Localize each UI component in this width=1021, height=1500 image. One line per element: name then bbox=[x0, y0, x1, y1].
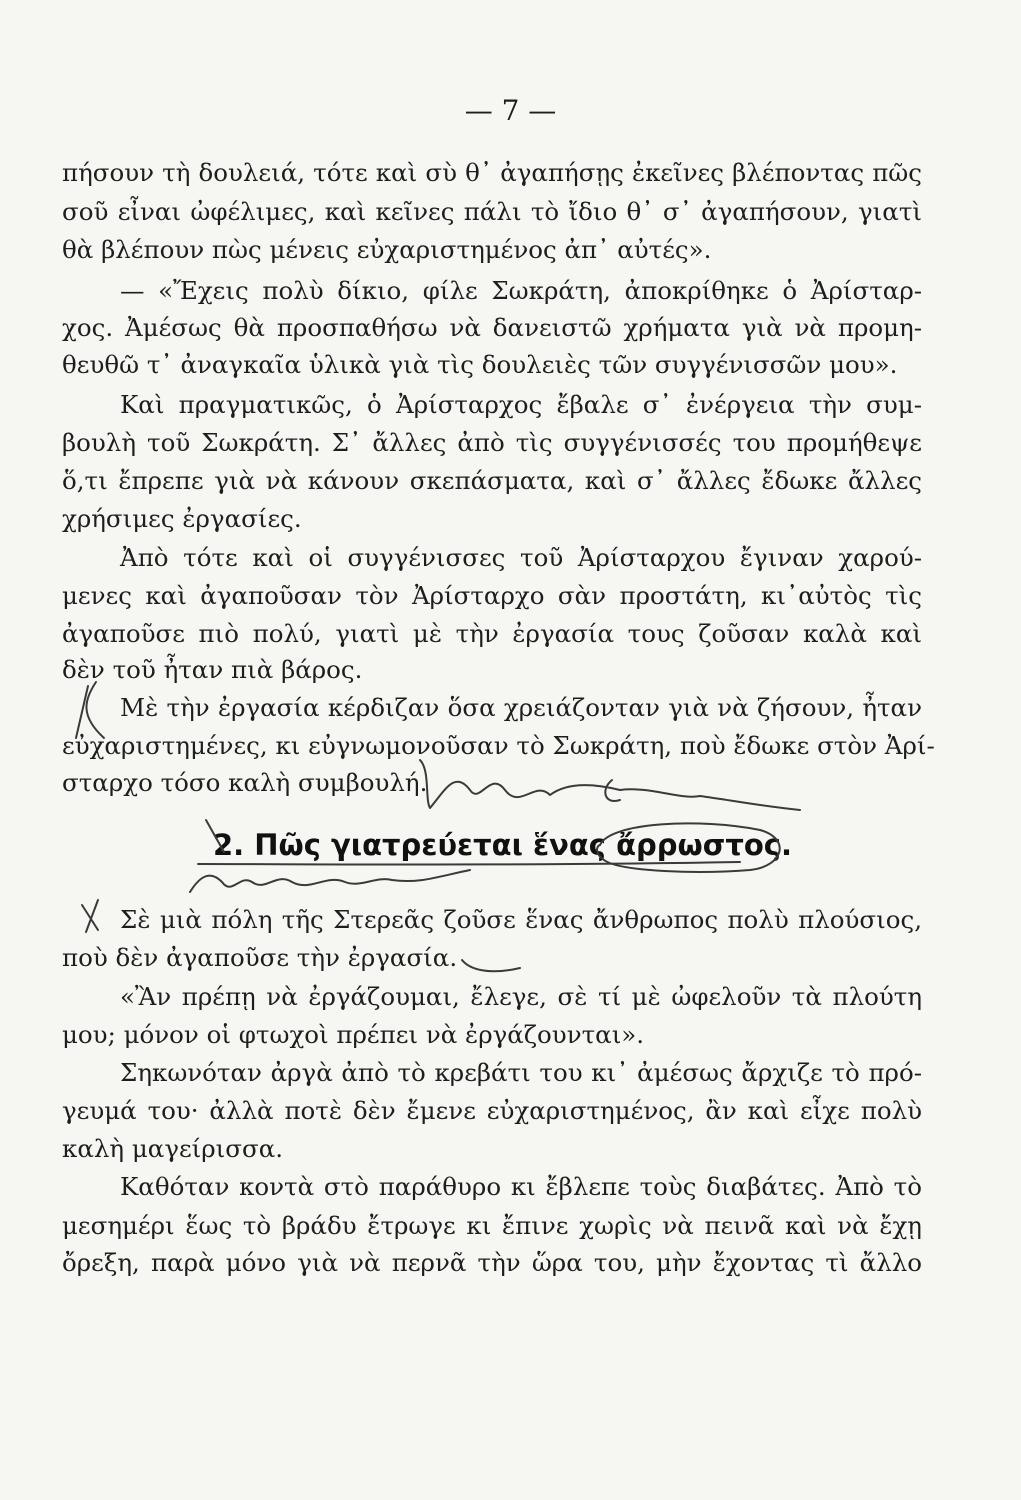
text-line: σοῦ εἶναι ὠφέλιμες, καὶ κεῖνες πάλι τὸ ἴδιο θ᾽ σ᾽ ἀγαπήσουν, γιατὶ bbox=[62, 197, 922, 226]
text-line: χρήσιμες ἐργασίες. bbox=[62, 504, 302, 533]
text-line: ὅ,τι ἔπρεπε γιὰ νὰ κάνουν σκεπάσματα, καὶ σ᾽ ἄλλες ἔδωκε ἄλλες bbox=[62, 466, 922, 495]
text-line: μου; μόνον οἱ φτωχοὶ πρέπει νὰ ἐργάζουνται». bbox=[62, 1020, 645, 1049]
text-line: «Ἂν πρέπῃ νὰ ἐργάζουμαι, ἔλεγε, σὲ τί μὲ ὠφελοῦν τὰ πλούτη bbox=[120, 982, 922, 1011]
text-line: πήσουν τὴ δουλειά, τότε καὶ σὺ θ᾽ ἀγαπήσῃς ἐκεῖνες βλέποντας πῶς bbox=[62, 158, 922, 187]
text-line: Ἀπὸ τότε καὶ οἱ συγγένισσες τοῦ Ἀρίσταρχου ἔγιναν χαρού- bbox=[120, 543, 922, 572]
text-line: Μὲ τὴν ἐργασία κέρδιζαν ὅσα χρειάζονταν γιὰ νὰ ζήσουν, ἦταν bbox=[120, 693, 922, 722]
text-line: θὰ βλέπουν πὼς μένεις εὐχαριστημένος ἀπ᾽ αὐτές». bbox=[62, 235, 712, 264]
text-line: Καὶ πραγματικῶς, ὁ Ἀρίσταρχος ἔβαλε σ᾽ ἐνέργεια τὴν συμ- bbox=[120, 390, 922, 419]
text-line: εὐχαριστημένες, κι εὐγνωμονοῦσαν τὸ Σωκράτη, ποὺ ἔδωκε στὸν Ἀρί- bbox=[62, 731, 935, 760]
text-line: χος. Ἀμέσως θὰ προσπαθήσω νὰ δανειστῶ χρήματα γιὰ νὰ προμη- bbox=[62, 313, 922, 342]
text-line: γευμά του· ἀλλὰ ποτὲ δὲν ἔμενε εὐχαριστημένος, ἂν καὶ εἶχε πολὺ bbox=[62, 1096, 922, 1125]
text-line: Καθόταν κοντὰ στὸ παράθυρο κι ἔβλεπε τοὺς διαβάτες. Ἀπὸ τὸ bbox=[120, 1172, 922, 1201]
text-line: μεσημέρι ἕως τὸ βράδυ ἔτρωγε κι ἔπινε χωρὶς νὰ πεινᾶ καὶ νὰ ἔχῃ bbox=[62, 1211, 922, 1240]
text-line: ἀγαποῦσε πιὸ πολύ, γιατὶ μὲ τὴν ἐργασία τους ζοῦσαν καλὰ καὶ bbox=[62, 619, 922, 648]
text-line: ποὺ δὲν ἀγαποῦσε τὴν ἐργασία. bbox=[62, 943, 458, 972]
page-number: — 7 — bbox=[464, 94, 557, 127]
text-line: βουλὴ τοῦ Σωκράτη. Σ᾽ ἄλλες ἀπὸ τὶς συγγένισσές του προμήθεψε bbox=[62, 428, 922, 457]
section-heading: 2. Πῶς γιατρεύεται ἕνας ἄρρωστος. bbox=[213, 828, 792, 862]
text-line: σταρχο τόσο καλὴ συμβουλή. bbox=[62, 768, 428, 797]
text-line: Σὲ μιὰ πόλη τῆς Στερεᾶς ζοῦσε ἕνας ἄνθρωπος πολὺ πλούσιος, bbox=[120, 905, 922, 934]
text-line: ὄρεξη, παρὰ μόνο γιὰ νὰ περνᾶ τὴν ὥρα του, μὴν ἔχοντας τὶ ἄλλο bbox=[62, 1248, 922, 1277]
text-line: — «Ἔχεις πολὺ δίκιο, φίλε Σωκράτη, ἀποκρίθηκε ὁ Ἀρίσταρ- bbox=[120, 276, 922, 305]
text-line: καλὴ μαγείρισσα. bbox=[62, 1134, 284, 1163]
text-line: Σηκωνόταν ἀργὰ ἀπὸ τὸ κρεβάτι του κι᾽ ἀμέσως ἄρχιζε τὸ πρό- bbox=[120, 1058, 922, 1087]
text-line: μενες καὶ ἀγαποῦσαν τὸν Ἀρίσταρχο σὰν προστάτη, κι᾽αὐτὸς τὶς bbox=[62, 581, 922, 610]
text-line: δὲν τοῦ ἦταν πιὰ βάρος. bbox=[62, 655, 363, 684]
text-line: θευθῶ τ᾽ ἀναγκαῖα ὑλικὰ γιὰ τὶς δουλειὲς τῶν συγγένισσῶν μου». bbox=[62, 350, 898, 379]
